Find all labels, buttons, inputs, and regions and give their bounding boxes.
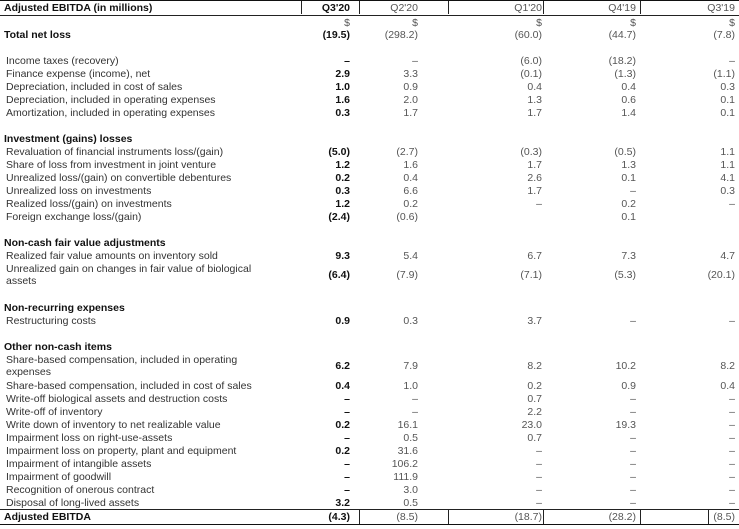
- row-label: Write-off of inventory: [6, 406, 103, 418]
- column-divider: [448, 1, 449, 14]
- row-value: –: [630, 445, 636, 457]
- currency-symbol: $: [630, 17, 636, 29]
- row-value: 1.7: [527, 159, 542, 171]
- row-value: 3.0: [403, 484, 418, 496]
- row-value: 1.0: [403, 380, 418, 392]
- table-row: [0, 263, 739, 289]
- row-value: –: [536, 484, 542, 496]
- row-value: (20.1): [707, 269, 735, 281]
- row-value: –: [412, 393, 418, 405]
- row-value: 7.9: [403, 360, 418, 372]
- row-value: –: [729, 393, 735, 405]
- row-value: (2.4): [328, 211, 350, 223]
- row-label: Share of loss from investment in joint venture: [6, 159, 217, 171]
- row-value: –: [630, 484, 636, 496]
- row-value: –: [630, 497, 636, 509]
- column-divider: [543, 509, 544, 524]
- row-value: 3.3: [403, 68, 418, 80]
- row-label: Adjusted EBITDA: [4, 511, 91, 523]
- row-value: 0.4: [621, 81, 636, 93]
- row-value: –: [729, 445, 735, 457]
- row-value: (8.5): [396, 511, 418, 523]
- column-divider: [359, 509, 360, 524]
- row-label: Impairment loss on property, plant and equipment: [6, 445, 237, 457]
- row-value: –: [344, 406, 350, 418]
- period-header: Q2'20: [390, 2, 418, 14]
- total-rule: [0, 509, 739, 510]
- row-value: 1.3: [621, 159, 636, 171]
- row-value: 6.2: [335, 360, 350, 372]
- row-label: Share-based compensation, included in operating expenses: [6, 354, 238, 378]
- row-value: 0.3: [335, 107, 350, 119]
- row-value: –: [729, 432, 735, 444]
- row-value: –: [536, 471, 542, 483]
- row-value: (5.0): [328, 146, 350, 158]
- row-value: 1.4: [621, 107, 636, 119]
- row-value: –: [536, 445, 542, 457]
- row-value: (0.5): [614, 146, 636, 158]
- row-value: 0.3: [720, 185, 735, 197]
- row-value: –: [729, 406, 735, 418]
- row-label: Total net loss: [4, 29, 71, 41]
- row-value: 0.3: [720, 81, 735, 93]
- row-value: 0.2: [335, 172, 350, 184]
- row-value: 1.7: [527, 107, 542, 119]
- row-value: (6.4): [328, 269, 350, 281]
- row-label: Unrealized gain on changes in fair value of biological assets: [6, 263, 252, 287]
- row-value: –: [729, 419, 735, 431]
- row-value: (19.5): [322, 29, 350, 41]
- row-value: 4.1: [720, 172, 735, 184]
- row-value: 0.4: [335, 380, 350, 392]
- row-value: 9.3: [335, 250, 350, 262]
- row-value: (44.7): [608, 29, 636, 41]
- row-value: 0.6: [621, 94, 636, 106]
- row-label: Realized fair value amounts on inventory sold: [6, 250, 218, 262]
- row-value: 19.3: [615, 419, 636, 431]
- row-value: 2.2: [527, 406, 542, 418]
- row-value: 5.4: [403, 250, 418, 262]
- row-value: (60.0): [514, 29, 542, 41]
- row-value: 2.6: [527, 172, 542, 184]
- row-value: 1.6: [335, 94, 350, 106]
- row-value: 16.1: [397, 419, 418, 431]
- row-value: 2.9: [335, 68, 350, 80]
- row-label: Share-based compensation, included in cost of sales: [6, 380, 252, 392]
- row-value: (0.6): [396, 211, 418, 223]
- row-label: Impairment loss on right-use-assets: [6, 432, 173, 444]
- period-header: Q1'20: [514, 2, 542, 14]
- row-label: Disposal of long-lived assets: [6, 497, 140, 509]
- row-value: 3.7: [527, 315, 542, 327]
- row-label: Impairment of intangible assets: [6, 458, 152, 470]
- section-heading: Investment (gains) losses: [4, 133, 133, 145]
- row-value: 1.7: [527, 185, 542, 197]
- row-value: 0.4: [527, 81, 542, 93]
- row-value: 0.5: [403, 432, 418, 444]
- row-value: 0.4: [720, 380, 735, 392]
- row-value: –: [536, 198, 542, 210]
- row-value: (1.3): [614, 68, 636, 80]
- row-value: (2.7): [396, 146, 418, 158]
- row-value: 1.2: [335, 159, 350, 171]
- top-rule: [0, 0, 739, 1]
- row-value: –: [729, 315, 735, 327]
- header-rule: [0, 15, 739, 16]
- row-value: 0.2: [527, 380, 542, 392]
- row-value: (18.2): [608, 55, 636, 67]
- row-value: 6.6: [403, 185, 418, 197]
- row-value: 8.2: [720, 360, 735, 372]
- row-value: (4.3): [328, 511, 350, 523]
- row-label: Recognition of onerous contract: [6, 484, 155, 496]
- row-value: (0.1): [520, 68, 542, 80]
- row-value: 0.3: [335, 185, 350, 197]
- row-label: Write down of inventory to net realizable value: [6, 419, 221, 431]
- row-value: 0.2: [403, 198, 418, 210]
- row-label: Amortization, included in operating expenses: [6, 107, 215, 119]
- section-heading: Other non-cash items: [4, 341, 112, 353]
- row-value: (298.2): [384, 29, 418, 41]
- row-value: –: [630, 393, 636, 405]
- table-title: Adjusted EBITDA (in millions): [4, 2, 153, 14]
- row-value: –: [536, 497, 542, 509]
- row-value: 0.2: [335, 445, 350, 457]
- row-label: Finance expense (income), net: [6, 68, 151, 80]
- row-label: Unrealized loss/(gain) on convertible debentures: [6, 172, 232, 184]
- period-header: Q4'19: [608, 2, 636, 14]
- row-label: Realized loss/(gain) on investments: [6, 198, 172, 210]
- row-value: –: [344, 484, 350, 496]
- row-value: 10.2: [615, 360, 636, 372]
- column-divider: [543, 1, 544, 14]
- row-value: (18.7): [514, 511, 542, 523]
- column-divider: [448, 509, 449, 524]
- row-value: (7.1): [520, 269, 542, 281]
- row-value: –: [344, 471, 350, 483]
- row-value: –: [729, 458, 735, 470]
- row-value: 0.2: [621, 198, 636, 210]
- column-divider: [708, 509, 709, 524]
- row-value: (1.1): [713, 68, 735, 80]
- row-label: Depreciation, included in cost of sales: [6, 81, 183, 93]
- row-value: –: [729, 471, 735, 483]
- currency-symbol: $: [412, 17, 418, 29]
- row-label: Unrealized loss on investments: [6, 185, 152, 197]
- column-divider: [359, 1, 360, 14]
- row-value: –: [412, 55, 418, 67]
- row-value: 23.0: [521, 419, 542, 431]
- section-heading: Non-recurring expenses: [4, 302, 125, 314]
- currency-symbol: $: [344, 17, 350, 29]
- row-value: –: [344, 55, 350, 67]
- row-value: –: [729, 497, 735, 509]
- column-divider: [301, 1, 302, 14]
- column-divider: [640, 509, 641, 524]
- row-value: (6.0): [520, 55, 542, 67]
- row-value: –: [729, 55, 735, 67]
- currency-symbol: $: [536, 17, 542, 29]
- row-value: 0.1: [621, 211, 636, 223]
- row-value: 0.4: [403, 172, 418, 184]
- row-value: 8.2: [527, 360, 542, 372]
- row-label: Write-off biological assets and destruction costs: [6, 393, 228, 405]
- period-header: Q3'19: [707, 2, 735, 14]
- row-label: Income taxes (recovery): [6, 55, 119, 67]
- row-value: –: [630, 406, 636, 418]
- row-value: –: [344, 432, 350, 444]
- row-value: (28.2): [608, 511, 636, 523]
- row-value: 1.7: [403, 107, 418, 119]
- row-value: (0.3): [520, 146, 542, 158]
- table-row: [0, 354, 739, 380]
- row-value: 0.1: [720, 107, 735, 119]
- row-value: 1.2: [335, 198, 350, 210]
- row-value: 6.7: [527, 250, 542, 262]
- row-label: Depreciation, included in operating expenses: [6, 94, 216, 106]
- period-header: Q3'20: [321, 2, 350, 14]
- row-value: 0.9: [335, 315, 350, 327]
- row-value: –: [344, 458, 350, 470]
- row-value: 0.5: [403, 497, 418, 509]
- row-value: –: [630, 471, 636, 483]
- row-value: –: [630, 432, 636, 444]
- row-value: 0.1: [621, 172, 636, 184]
- row-value: –: [630, 458, 636, 470]
- row-value: 0.7: [527, 432, 542, 444]
- row-value: –: [729, 198, 735, 210]
- row-value: 1.3: [527, 94, 542, 106]
- row-value: 7.3: [621, 250, 636, 262]
- column-divider: [640, 1, 641, 14]
- row-value: 0.7: [527, 393, 542, 405]
- section-heading: Non-cash fair value adjustments: [4, 237, 166, 249]
- row-value: –: [729, 484, 735, 496]
- row-value: 0.9: [403, 81, 418, 93]
- row-value: 3.2: [335, 497, 350, 509]
- row-value: –: [344, 393, 350, 405]
- row-value: 2.0: [403, 94, 418, 106]
- row-value: 111.9: [393, 471, 418, 483]
- row-label: Foreign exchange loss/(gain): [6, 211, 142, 223]
- row-value: –: [630, 315, 636, 327]
- row-value: 0.9: [621, 380, 636, 392]
- row-value: 31.6: [397, 445, 418, 457]
- row-label: Revaluation of financial instruments loss/(gain): [6, 146, 224, 158]
- row-value: –: [412, 406, 418, 418]
- row-value: 1.0: [335, 81, 350, 93]
- row-value: 1.1: [720, 146, 735, 158]
- currency-symbol: $: [729, 17, 735, 29]
- row-value: 0.2: [335, 419, 350, 431]
- row-value: (8.5): [713, 511, 735, 523]
- row-value: 0.3: [403, 315, 418, 327]
- row-label: Impairment of goodwill: [6, 471, 112, 483]
- row-value: 0.1: [720, 94, 735, 106]
- row-value: (7.9): [396, 269, 418, 281]
- row-value: –: [536, 458, 542, 470]
- bottom-rule: [0, 524, 739, 525]
- row-value: 1.6: [403, 159, 418, 171]
- row-value: 4.7: [720, 250, 735, 262]
- row-value: (5.3): [614, 269, 636, 281]
- row-value: (7.8): [713, 29, 735, 41]
- row-value: 106.2: [391, 458, 418, 470]
- row-label: Restructuring costs: [6, 315, 96, 327]
- row-value: 1.1: [720, 159, 735, 171]
- row-value: –: [630, 185, 636, 197]
